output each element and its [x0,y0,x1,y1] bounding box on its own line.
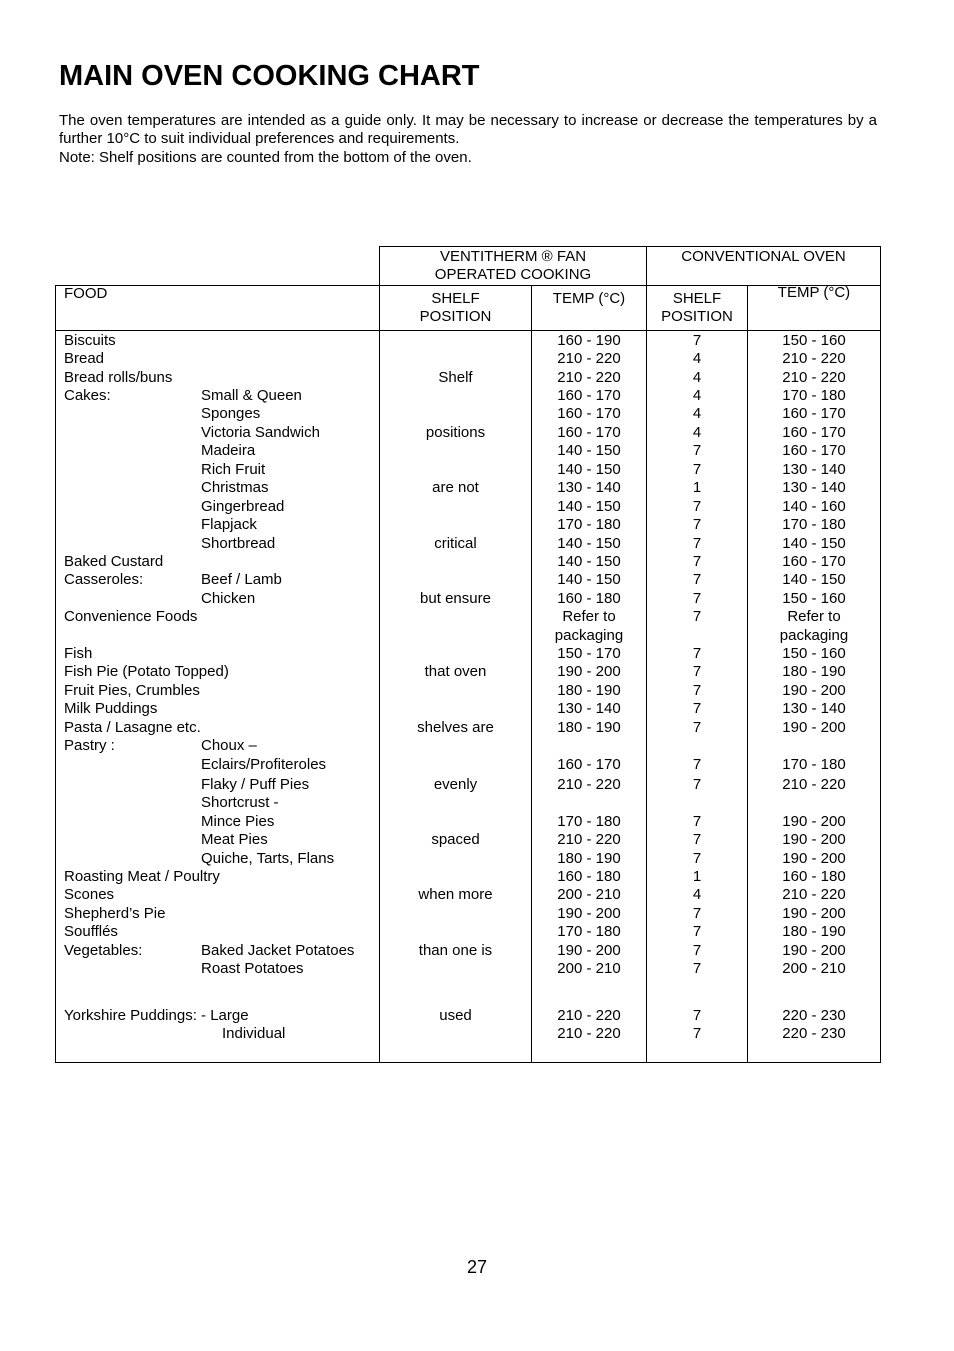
conv-shelf-cell: 7 [692,461,702,478]
table-bottom-border [55,1062,881,1063]
fan-temp-header: TEMP (°C) [552,290,626,307]
fan-group-header [380,248,646,284]
fan-temp-cell: 190 - 200 [557,942,621,959]
food-cell: Cakes: [64,387,111,404]
sub-item-cell: Beef / Lamb [201,571,282,588]
shelf-note: Note: Shelf positions are counted from the bottom of the oven. [59,149,472,166]
food-cell: Roasting Meat / Poultry [64,868,220,885]
fan-temp-cell: 170 - 180 [557,813,621,830]
conv-temp-cell: 160 - 170 [782,424,846,441]
conv-shelf-cell: 7 [692,831,702,848]
fan-shelf-note-cell: evenly [433,776,478,793]
conv-shelf-cell: 7 [692,942,702,959]
conv-shelf-cell: 7 [692,1025,702,1042]
fan-shelf-note-cell: spaced [431,831,480,848]
sub-item-cell: Flapjack [201,516,257,533]
conv-shelf-cell: 4 [692,886,702,903]
conv-temp-cell: 140 - 150 [782,535,846,552]
cooking-chart-table [55,246,881,1063]
conv-temp-cell: 160 - 170 [782,442,846,459]
sub-item-cell: Individual [222,1025,286,1042]
food-cell: Fish Pie (Potato Topped) [64,663,229,680]
conv-shelf-cell: 4 [692,350,702,367]
food-column-header: FOOD [64,285,108,302]
fan-temp-cell: 160 - 180 [557,590,621,607]
fan-temp-cell: 180 - 190 [557,850,621,867]
conv-temp-cell: 210 - 220 [782,350,846,367]
fan-shelf-note-cell: positions [425,424,486,441]
fan-temp-cell: 140 - 150 [557,461,621,478]
conv-shelf-cell: 7 [692,682,702,699]
fan-shelf-header [380,290,531,326]
food-cell: Vegetables: [64,942,143,959]
food-cell: Convenience Foods [64,608,198,625]
conv-shelf-cell: 7 [692,719,702,736]
conv-shelf-cell: 7 [692,571,702,588]
fan-temp-cell: packaging [554,627,624,644]
fan-temp-cell: 210 - 220 [557,1025,621,1042]
conv-temp-cell: Refer to [787,608,841,625]
sub-item-cell: Roast Potatoes [201,960,304,977]
conv-temp-cell: 210 - 220 [782,776,846,793]
conv-temp-cell: 220 - 230 [782,1025,846,1042]
conv-temp-cell: 170 - 180 [782,516,846,533]
sub-item-cell: Sponges [201,405,261,422]
conv-shelf-cell: 7 [692,700,702,717]
conv-shelf-cell: 4 [692,387,702,404]
conv-shelf-cell: 7 [692,590,702,607]
food-cell: Biscuits [64,332,116,349]
fan-shelf-note-cell: than one is [418,942,493,959]
conv-temp-cell: 190 - 200 [782,831,846,848]
conv-shelf-cell: 1 [692,868,702,885]
conv-shelf-cell: 7 [692,960,702,977]
conv-shelf-cell: 7 [692,1007,702,1024]
conv-shelf-line2: POSITION [661,308,733,325]
food-cell: Fruit Pies, Crumbles [64,682,200,699]
conv-shelf-cell: 4 [692,424,702,441]
sub-item-cell: Baked Jacket Potatoes [201,942,355,959]
fan-temp-cell: 140 - 150 [557,553,621,570]
conv-shelf-cell: 7 [692,442,702,459]
food-cell: Pastry : [64,737,115,754]
food-cell: Yorkshire Puddings: - Large [64,1007,249,1024]
fan-temp-cell: 160 - 190 [557,332,621,349]
fan-temp-cell: 170 - 180 [557,923,621,940]
conv-shelf-cell: 1 [692,479,702,496]
conv-temp-cell: 190 - 200 [782,719,846,736]
fan-temp-cell: 200 - 210 [557,886,621,903]
sub-item-cell: Chicken [201,590,256,607]
page-title: MAIN OVEN COOKING CHART [59,60,480,92]
conv-shelf-cell: 7 [692,905,702,922]
food-cell: Soufflés [64,923,118,940]
conv-shelf-cell: 7 [692,498,702,515]
food-cell: Bread rolls/buns [64,369,173,386]
fan-shelf-note-cell: but ensure [420,590,491,607]
sub-item-cell: Eclairs/Profiteroles [201,756,327,773]
fan-shelf-note-cell: are not [432,479,479,496]
fan-group-line1: VENTITHERM ® FAN [439,248,587,265]
conv-shelf-cell: 7 [692,776,702,793]
conv-temp-cell: 160 - 170 [782,553,846,570]
conv-temp-cell: 170 - 180 [782,756,846,773]
fan-temp-cell: 130 - 140 [557,700,621,717]
conventional-group-header: CONVENTIONAL OVEN [681,248,846,265]
sub-item-cell: Quiche, Tarts, Flans [201,850,335,867]
food-cell: Pasta / Lasagne etc. [64,719,201,736]
conv-temp-cell: 180 - 190 [782,663,846,680]
fan-temp-cell: 180 - 190 [557,682,621,699]
fan-temp-cell: 160 - 180 [557,868,621,885]
conv-shelf-line1: SHELF [672,290,722,307]
fan-temp-cell: 190 - 200 [557,905,621,922]
fan-shelf-note-cell: shelves are [417,719,494,736]
conv-temp-cell: 160 - 170 [782,405,846,422]
fan-temp-cell: 210 - 220 [557,831,621,848]
fan-temp-cell: Refer to [562,608,616,625]
header-bottom-border [55,330,881,331]
conv-temp-cell: packaging [779,627,849,644]
conv-shelf-cell: 7 [692,535,702,552]
conv-temp-cell: 190 - 200 [782,905,846,922]
food-cell: Baked Custard [64,553,164,570]
conv-temp-cell: 190 - 200 [782,682,846,699]
intro-paragraph: The oven temperatures are intended as a guide only. It may be necessary to increase or decrease the temperatures by a further 10°C to suit individual preferences and requirements. [59,112,877,147]
sub-item-cell: Small & Queen [201,387,302,404]
conv-temp-cell: 130 - 140 [782,700,846,717]
table-right-border [880,246,881,1063]
conv-shelf-cell: 7 [692,553,702,570]
fan-shelf-note-cell: critical [434,535,477,552]
conv-temp-cell: 190 - 200 [782,813,846,830]
fan-temp-cell: 140 - 150 [557,535,621,552]
fan-temp-cell: 210 - 220 [557,369,621,386]
food-cell: Bread [64,350,105,367]
conv-temp-cell: 150 - 160 [782,332,846,349]
fan-temp-cell: 160 - 170 [557,387,621,404]
conv-shelf-cell: 7 [692,923,702,940]
conv-temp-cell: 190 - 200 [782,850,846,867]
food-cell: Casseroles: [64,571,144,588]
fan-temp-cell: 140 - 150 [557,442,621,459]
sub-item-cell: Rich Fruit [201,461,266,478]
conv-shelf-cell: 7 [692,332,702,349]
conv-shelf-cell: 7 [692,645,702,662]
table-top-border [379,246,881,247]
food-cell: Scones [64,886,115,903]
fan-shelf-note-cell: used [439,1007,472,1024]
conv-temp-cell: 170 - 180 [782,387,846,404]
conv-temp-cell: 160 - 180 [782,868,846,885]
conv-temp-header: TEMP (°C) [777,284,851,301]
conv-shelf-cell: 7 [692,516,702,533]
conv-temp-cell: 200 - 210 [782,960,846,977]
conv-shelf-cell: 4 [692,369,702,386]
page-number: 27 [466,1257,488,1277]
conv-temp-cell: 150 - 160 [782,645,846,662]
fan-temp-cell: 170 - 180 [557,516,621,533]
fan-temp-cell: 180 - 190 [557,719,621,736]
sub-item-cell: Meat Pies [201,831,268,848]
conv-shelf-cell: 7 [692,663,702,680]
fan-temp-cell: 210 - 220 [557,1007,621,1024]
sub-item-cell: Gingerbread [201,498,285,515]
fan-temp-cell: 210 - 220 [557,776,621,793]
sub-item-cell: Madeira [201,442,256,459]
fan-shelf-note-cell: when more [418,886,493,903]
conv-shelf-cell: 7 [692,850,702,867]
sub-item-cell: Christmas [201,479,269,496]
fan-temp-cell: 190 - 200 [557,663,621,680]
conv-shelf-cell: 4 [692,405,702,422]
fan-temp-cell: 150 - 170 [557,645,621,662]
conv-temp-cell: 130 - 140 [782,461,846,478]
sub-item-cell: Shortcrust - [201,794,279,811]
conv-temp-cell: 150 - 160 [782,590,846,607]
sub-item-cell: Victoria Sandwich [201,424,320,441]
food-cell: Shepherd’s Pie [64,905,166,922]
conv-shelf-cell: 7 [692,813,702,830]
conv-shelf-header [647,290,747,326]
conv-temp-cell: 210 - 220 [782,886,846,903]
table-left-border [55,285,56,1063]
fan-shelf-line2: POSITION [419,308,492,325]
fan-temp-cell: 210 - 220 [557,350,621,367]
conv-temp-cell: 210 - 220 [782,369,846,386]
conv-temp-cell: 180 - 190 [782,923,846,940]
sub-item-cell: Shortbread [201,535,276,552]
sub-item-cell: Mince Pies [201,813,275,830]
conv-temp-cell: 140 - 150 [782,571,846,588]
fan-group-line2: OPERATED COOKING [434,266,592,283]
food-cell: Fish [64,645,93,662]
conv-temp-cell: 190 - 200 [782,942,846,959]
conv-shelf-cell: 7 [692,756,702,773]
fan-temp-cell: 200 - 210 [557,960,621,977]
food-cell: Milk Puddings [64,700,158,717]
conv-temp-cell: 130 - 140 [782,479,846,496]
sub-item-cell: Choux – [201,737,257,754]
sub-item-cell: Flaky / Puff Pies [201,776,310,793]
fan-shelf-note-cell: that oven [424,663,487,680]
fan-temp-cell: 160 - 170 [557,405,621,422]
fan-temp-cell: 160 - 170 [557,756,621,773]
fan-temp-cell: 140 - 150 [557,571,621,588]
fan-temp-cell: 130 - 140 [557,479,621,496]
fan-shelf-line1: SHELF [431,290,480,307]
fan-temp-cell: 140 - 150 [557,498,621,515]
fan-temp-cell: 160 - 170 [557,424,621,441]
fan-shelf-note-cell: Shelf [438,369,473,386]
conv-temp-cell: 140 - 160 [782,498,846,515]
conv-temp-cell: 220 - 230 [782,1007,846,1024]
conv-shelf-cell: 7 [692,608,702,625]
